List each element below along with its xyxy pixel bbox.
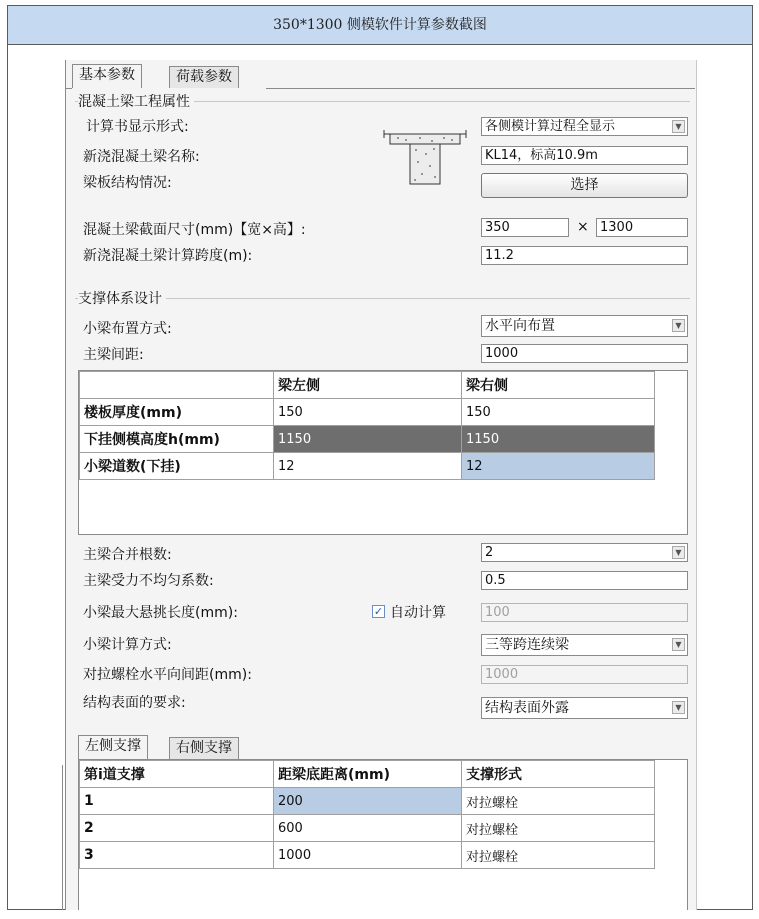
side-form-grid	[78, 370, 688, 535]
main-beam-spacing-field[interactable]: 1000	[481, 344, 688, 363]
table-row	[80, 788, 655, 815]
chevron-down-icon[interactable]: ▼	[672, 120, 685, 133]
grid-header-corner	[80, 372, 274, 399]
grid-cell[interactable]: 1150	[462, 426, 655, 453]
table-row	[80, 815, 655, 842]
support-type[interactable]: 对拉螺栓	[462, 788, 655, 815]
merge-count-value: 2	[485, 545, 494, 560]
bolt-spacing-label: 对拉螺栓水平向间距(mm):	[83, 667, 252, 683]
table-row	[80, 761, 655, 788]
support-index: 2	[80, 815, 274, 842]
surface-select[interactable]	[481, 697, 688, 719]
arrangement-value: 水平向布置	[485, 318, 555, 334]
grid-row-label: 楼板厚度(mm)	[80, 399, 274, 426]
support-header-distance: 距梁底距离(mm)	[274, 761, 462, 788]
span-label: 新浇混凝土梁计算跨度(m):	[83, 248, 253, 264]
tab-baseline-right	[266, 88, 695, 89]
uneven-factor-label: 主梁受力不均匀系数:	[83, 573, 214, 589]
support-distance-selected[interactable]: 200	[274, 788, 462, 815]
calc-method-label: 小梁计算方式:	[83, 637, 172, 653]
chevron-down-icon[interactable]: ▼	[672, 319, 685, 332]
surface-label: 结构表面的要求:	[83, 695, 186, 711]
chevron-down-icon[interactable]: ▼	[672, 638, 685, 651]
tab-basic-params[interactable]: 基本参数	[72, 64, 142, 88]
table-row	[80, 399, 655, 426]
grid-cell[interactable]: 150	[462, 399, 655, 426]
chevron-down-icon[interactable]: ▼	[672, 546, 685, 559]
support-distance[interactable]: 1000	[274, 842, 462, 869]
table-row	[80, 426, 655, 453]
table-row	[80, 372, 655, 399]
support-distance[interactable]: 600	[274, 815, 462, 842]
support-grid	[78, 759, 688, 910]
beam-section-diagram	[380, 120, 470, 190]
auto-calc-label: 自动计算	[390, 605, 446, 621]
grid-header-left: 梁左侧	[274, 372, 462, 399]
panel-edge	[62, 765, 67, 910]
table-row	[80, 842, 655, 869]
span-field[interactable]: 11.2	[481, 246, 688, 265]
display-form-label: 计算书显示形式:	[86, 119, 189, 135]
calc-method-select[interactable]	[481, 634, 688, 656]
grid-cell-selected[interactable]: 12	[462, 453, 655, 480]
tab-load-params[interactable]: 荷载参数	[169, 66, 239, 88]
merge-count-select[interactable]	[481, 543, 688, 562]
arrangement-label: 小梁布置方式:	[83, 321, 172, 337]
cantilever-field[interactable]: 100	[481, 603, 688, 622]
display-form-select[interactable]	[481, 117, 688, 136]
table-row	[80, 453, 655, 480]
tab-left-support[interactable]: 左侧支撑	[78, 735, 148, 759]
grid-row-label: 小梁道数(下挂)	[80, 453, 274, 480]
grid-row-label: 下挂侧模高度h(mm)	[80, 426, 274, 453]
grid-header-right: 梁右侧	[462, 372, 655, 399]
support-header-type: 支撑形式	[462, 761, 655, 788]
select-button[interactable]: 选择	[481, 173, 688, 198]
group-title-beam: 混凝土梁工程属性	[78, 91, 194, 111]
width-field[interactable]: 350	[481, 218, 569, 237]
support-type[interactable]: 对拉螺栓	[462, 842, 655, 869]
grid-cell[interactable]: 12	[274, 453, 462, 480]
arrangement-select[interactable]	[481, 315, 688, 337]
calc-method-value: 三等跨连续梁	[485, 637, 569, 653]
grid-cell[interactable]: 150	[274, 399, 462, 426]
support-type[interactable]: 对拉螺栓	[462, 815, 655, 842]
chevron-down-icon[interactable]: ▼	[672, 701, 685, 714]
uneven-factor-field[interactable]: 0.5	[481, 571, 688, 590]
tab-baseline-left	[65, 88, 72, 89]
times-sign: ×	[577, 219, 589, 235]
height-field[interactable]: 1300	[596, 218, 688, 237]
section-size-label: 混凝土梁截面尺寸(mm)【宽×高】:	[83, 222, 306, 238]
merge-count-label: 主梁合并根数:	[83, 547, 172, 563]
support-header-index: 第i道支撑	[80, 761, 274, 788]
grid-cell[interactable]: 1150	[274, 426, 462, 453]
main-beam-spacing-label: 主梁间距:	[83, 347, 144, 363]
auto-calc-checkbox[interactable]: ✓	[373, 605, 384, 618]
support-index: 3	[80, 842, 274, 869]
group-title-support: 支撑体系设计	[78, 288, 166, 308]
surface-value: 结构表面外露	[485, 700, 569, 716]
tab-right-support[interactable]: 右侧支撑	[169, 737, 239, 759]
figure-caption: 350*1300 侧模软件计算参数截图	[7, 5, 753, 45]
group-frame-line	[75, 298, 690, 299]
display-form-value: 各侧模计算过程全显示	[485, 119, 616, 134]
cantilever-label: 小梁最大悬挑长度(mm):	[83, 605, 238, 621]
support-index: 1	[80, 788, 274, 815]
beam-name-field[interactable]: KL14，标高10.9m	[481, 146, 688, 165]
beam-name-label: 新浇混凝土梁名称:	[83, 149, 200, 165]
slab-structure-label: 梁板结构情况:	[83, 175, 172, 191]
bolt-spacing-field[interactable]: 1000	[481, 665, 688, 684]
